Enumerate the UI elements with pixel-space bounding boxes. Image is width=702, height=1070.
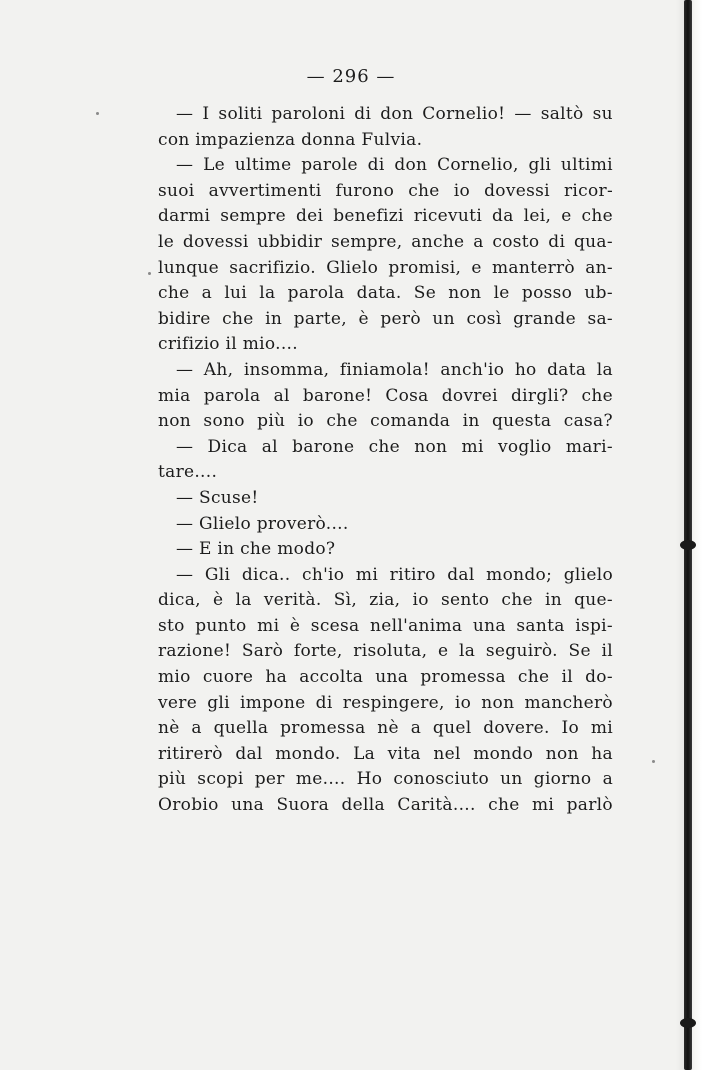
text-line: — I soliti paroloni di don Cornelio! — saltò su	[176, 104, 613, 124]
text-line: vere gli impone di respingere, io non mancherò	[158, 692, 613, 713]
text-line: mio cuore ha accolta una promessa che il do-	[158, 667, 613, 688]
body-text	[158, 102, 613, 819]
text-line: — Ah, insomma, finiamola! anch'io ho data la	[176, 359, 613, 380]
text-line: darmi sempre dei benefizi ricevuti da lei, e che	[158, 206, 613, 227]
paper-speck	[148, 272, 151, 275]
text-line: tare....	[158, 462, 218, 483]
binding-stitch	[680, 540, 696, 550]
text-line: le dovessi ubbidir sempre, anche a costo di qua-	[158, 231, 613, 252]
text-line: con impazienza donna Fulvia.	[158, 129, 423, 150]
text-line: suoi avvertimenti furono che io dovessi ricor-	[158, 180, 613, 201]
text-line: razione! Sarò forte, risoluta, e la seguirò. Se il	[158, 641, 613, 662]
text-line: bidire che in parte, è però un così grande sa-	[158, 308, 613, 329]
text-line: dica, è la verità. Sì, zia, io sento che in que-	[158, 590, 613, 611]
text-line: lunque sacrifizio. Glielo promisi, e manterrò an-	[158, 257, 613, 278]
paper-speck	[96, 112, 99, 115]
text-line: — Scuse!	[176, 487, 259, 508]
book-binding	[684, 0, 692, 1070]
text-line: — Glielo proverò....	[176, 513, 349, 534]
text-line: nè a quella promessa nè a quel dovere. Io mi	[158, 718, 613, 739]
text-line: — Gli dica.. ch'io mi ritiro dal mondo; glielo	[176, 564, 613, 585]
binding-stitch	[680, 1018, 696, 1028]
text-line: più scopi per me.... Ho conosciuto un giorno a	[158, 769, 613, 790]
text-line: — E in che modo?	[176, 539, 336, 560]
text-line: ritirerò dal mondo. La vita nel mondo non ha	[158, 743, 613, 764]
page-number: — 296 —	[306, 66, 396, 87]
text-line: che a lui la parola data. Se non le posso ub-	[158, 283, 613, 304]
text-line: Orobio una Suora della Carità.... che mi parlò	[158, 795, 613, 816]
text-line: sto punto mi è scesa nell'anima una santa ispi-	[158, 615, 613, 636]
text-line: non sono più io che comanda in questa casa?	[158, 411, 613, 432]
paper-speck	[652, 760, 655, 763]
text-line: — Dica al barone che non mi voglio mari-	[176, 436, 613, 457]
text-line: crifizio il mio....	[158, 334, 298, 355]
text-line: — Le ultime parole di don Cornelio, gli ultimi	[176, 155, 613, 176]
text-line: mia parola al barone! Cosa dovrei dirgli? che	[158, 385, 613, 406]
